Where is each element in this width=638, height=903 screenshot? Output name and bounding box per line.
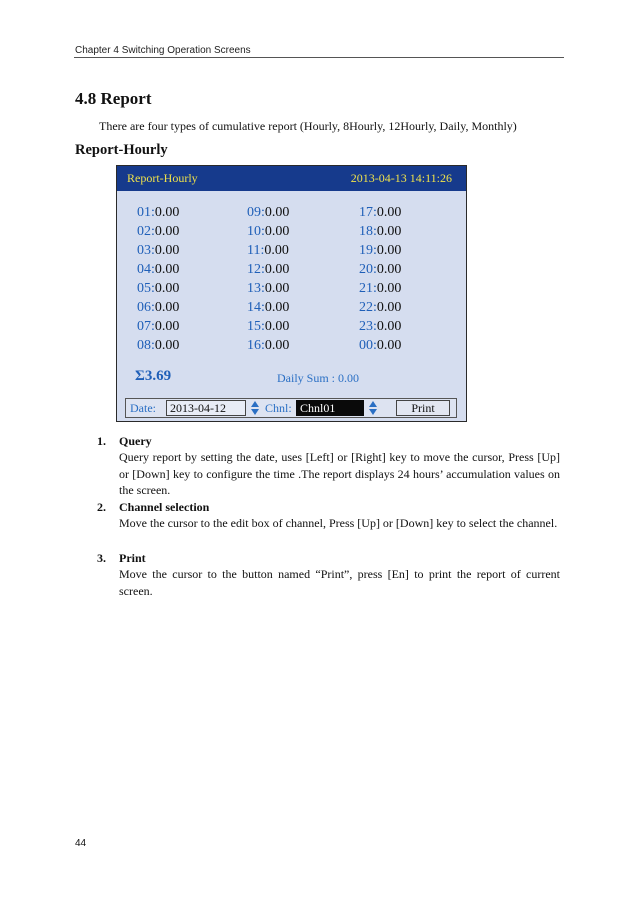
hour-entry <box>137 319 179 335</box>
hour-label: 14: <box>247 300 265 315</box>
hour-label: 03: <box>137 243 155 258</box>
sigma-icon: Σ <box>135 368 145 384</box>
hour-value: 0.00 <box>154 262 180 277</box>
hour-label: 11: <box>247 243 265 258</box>
hour-value: 0.00 <box>376 319 402 334</box>
hour-entry <box>137 205 179 221</box>
hour-entry <box>247 281 289 297</box>
date-field[interactable]: 2013-04-12 <box>166 400 246 416</box>
item-number: 1. <box>97 434 106 448</box>
hour-value: 0.00 <box>264 224 290 239</box>
hour-value: 0.00 <box>154 281 180 296</box>
hour-entry <box>359 300 401 316</box>
hour-value: 0.00 <box>376 281 402 296</box>
hour-value: 0.00 <box>376 338 402 353</box>
hour-label: 00: <box>359 338 377 353</box>
report-toolbar <box>125 398 457 418</box>
running-head: Chapter 4 Switching Operation Screens <box>75 45 251 56</box>
section-title: 4.8 Report <box>75 89 152 108</box>
hour-value: 0.00 <box>154 243 180 258</box>
item-heading: Print <box>119 551 146 565</box>
hour-value: 0.00 <box>264 338 290 353</box>
hour-label: 01: <box>137 205 155 220</box>
report-hourly-screen <box>116 165 467 422</box>
hour-value: 0.00 <box>154 205 180 220</box>
total-value: 3.69 <box>144 368 172 384</box>
hour-label: 05: <box>137 281 155 296</box>
hour-value: 0.00 <box>264 205 290 220</box>
hour-value: 0.00 <box>154 319 180 334</box>
header-rule <box>74 57 564 58</box>
item-number: 2. <box>97 500 106 514</box>
daily-sum: Daily Sum : 0.00 <box>277 371 360 385</box>
hour-entry <box>359 338 401 354</box>
item-body: Move the cursor to the edit box of channel, Press [Up] or [Down] key to select the channel. <box>119 516 558 530</box>
screen-title: Report-Hourly <box>127 171 198 185</box>
hour-label: 12: <box>247 262 265 277</box>
hour-entry <box>359 243 401 259</box>
hour-entry <box>137 262 179 278</box>
item-heading: Query <box>119 434 152 448</box>
page-number: 44 <box>75 838 87 849</box>
hour-entry <box>359 281 401 297</box>
hour-value: 0.00 <box>264 281 290 296</box>
hour-entry <box>137 300 179 316</box>
hour-label: 18: <box>359 224 377 239</box>
hour-label: 17: <box>359 205 377 220</box>
hour-value: 0.00 <box>376 300 402 315</box>
hour-entry <box>247 243 289 259</box>
item-heading: Channel selection <box>119 500 210 514</box>
hour-label: 21: <box>359 281 377 296</box>
total-sum <box>135 368 171 385</box>
chnl-label: Chnl: <box>265 401 292 415</box>
hour-label: 20: <box>359 262 377 277</box>
section-intro: There are four types of cumulative report (Hourly, 8Hourly, 12Hourly, Daily, Monthly) <box>99 119 517 133</box>
hour-label: 15: <box>247 319 265 334</box>
channel-field[interactable]: Chnl01 <box>296 400 364 416</box>
hour-entry <box>247 300 289 316</box>
hour-label: 07: <box>137 319 155 334</box>
hour-value: 0.00 <box>376 243 402 258</box>
print-button[interactable]: Print <box>396 400 450 416</box>
hour-value: 0.00 <box>264 262 290 277</box>
hour-entry <box>137 243 179 259</box>
screen-timestamp: 2013-04-13 14:11:26 <box>350 171 452 185</box>
channel-spinner-icon[interactable] <box>368 400 378 416</box>
item-body: Move the cursor to the button named “Print”, press [En] to print the report of current screen. <box>119 567 560 598</box>
hour-entry <box>137 281 179 297</box>
hour-entry <box>247 262 289 278</box>
hour-label: 04: <box>137 262 155 277</box>
hour-value: 0.00 <box>376 224 402 239</box>
screen-header <box>117 166 466 191</box>
hour-value: 0.00 <box>154 338 180 353</box>
hour-entry <box>359 205 401 221</box>
hour-entry <box>247 205 289 221</box>
hour-label: 08: <box>137 338 155 353</box>
hour-label: 02: <box>137 224 155 239</box>
hour-value: 0.00 <box>264 319 290 334</box>
hour-entry <box>359 224 401 240</box>
hour-entry <box>137 224 179 240</box>
hour-label: 10: <box>247 224 265 239</box>
hour-label: 23: <box>359 319 377 334</box>
hour-label: 22: <box>359 300 377 315</box>
hour-entry <box>247 338 289 354</box>
hour-value: 0.00 <box>154 300 180 315</box>
hour-label: 19: <box>359 243 377 258</box>
hour-label: 06: <box>137 300 155 315</box>
hour-entry <box>247 319 289 335</box>
hour-entry <box>359 262 401 278</box>
item-body: Query report by setting the date, uses [Left] or [Right] key to move the cursor, Press [Up] or [Down] key to configure the time .The report displays 24 hours’ accumulation values on the screen. <box>119 450 560 497</box>
date-label: Date: <box>130 401 156 415</box>
hour-value: 0.00 <box>264 300 290 315</box>
hour-entry <box>359 319 401 335</box>
hour-value: 0.00 <box>376 205 402 220</box>
hour-value: 0.00 <box>376 262 402 277</box>
hour-label: 13: <box>247 281 265 296</box>
section-subtitle: Report-Hourly <box>75 142 168 158</box>
hour-entry <box>137 338 179 354</box>
hour-label: 09: <box>247 205 265 220</box>
hour-value: 0.00 <box>264 243 289 258</box>
item-number: 3. <box>97 551 106 565</box>
date-spinner-icon[interactable] <box>250 400 260 416</box>
hour-value: 0.00 <box>154 224 180 239</box>
hour-entry <box>247 224 289 240</box>
hour-label: 16: <box>247 338 265 353</box>
